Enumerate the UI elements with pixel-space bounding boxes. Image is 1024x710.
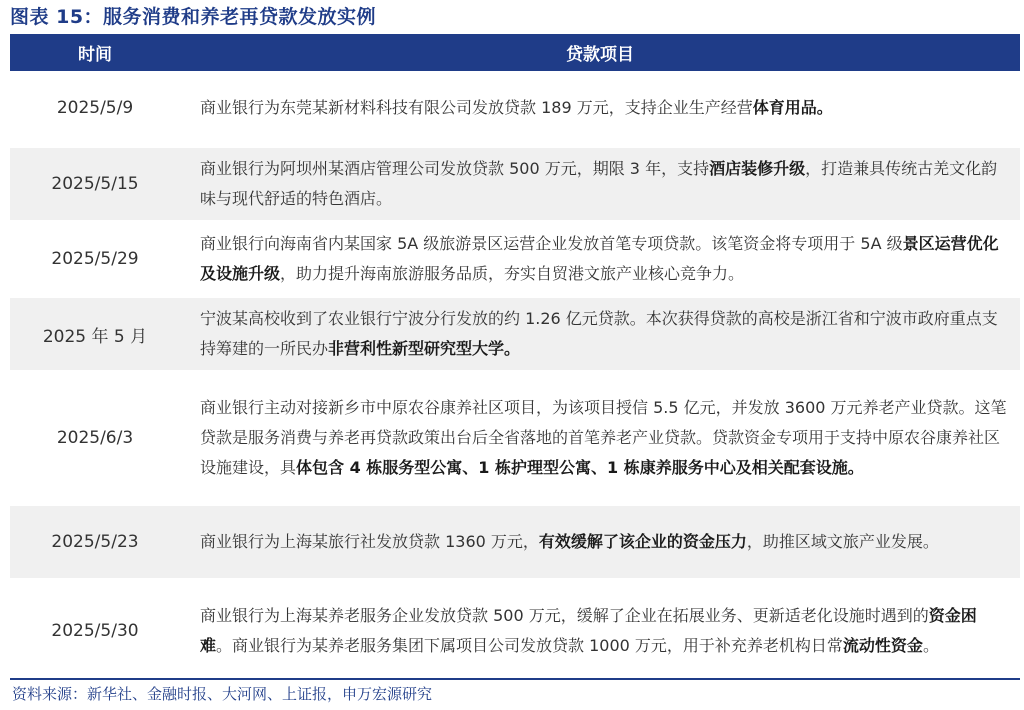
text-segment: 商业银行为东莞某新材料科技有限公司发放贷款 189 万元，支持企业生产经营 <box>200 98 753 117</box>
row-text <box>200 527 939 557</box>
table-row <box>10 506 1020 581</box>
text-segment: 。商业银行为某养老服务集团下属项目公司发放贷款 1000 万元，用于补充养老机构日常 <box>216 636 843 655</box>
text-segment: 商业银行向海南省内某国家 5A 级旅游景区运营企业发放首笔专项贷款。该笔资金将专项用于 5A 级 <box>200 234 903 253</box>
text-segment: ，打造兼具传统古羌文化韵味与现代舒适的特色酒店。 <box>200 159 998 208</box>
highlight-text: 有效缓解了该企业的资金压力 <box>538 532 747 551</box>
table-row <box>10 373 1020 506</box>
bottom-rule <box>10 678 1020 680</box>
row-date: 2025 年 5 月 <box>42 326 148 347</box>
highlight-text: 流动性资金 <box>842 636 923 655</box>
text-segment: 商业银行为上海某旅行社发放贷款 1360 万元， <box>200 532 539 551</box>
highlight-text: 非营利性新型研究型大学。 <box>328 339 521 358</box>
row-date: 2025/6/3 <box>56 428 134 448</box>
row-description <box>180 506 1020 578</box>
table-row <box>10 223 1020 298</box>
table-row <box>10 298 1020 373</box>
row-text <box>200 93 833 123</box>
row-text <box>200 393 1008 483</box>
row-description <box>180 71 1020 145</box>
row-text <box>200 601 1008 661</box>
table-row <box>10 148 1020 223</box>
row-date: 2025/5/30 <box>51 621 139 641</box>
highlight-text: 酒店装修升级 <box>709 159 806 178</box>
table-row <box>10 71 1020 148</box>
highlight-text: 景区运营优化及设施升级 <box>200 234 999 283</box>
figure-title: 图表 15：服务消费和养老再贷款发放实例 <box>10 6 377 28</box>
row-description <box>180 373 1020 503</box>
row-description <box>180 223 1020 295</box>
row-text <box>200 154 1008 214</box>
text-segment: 。 <box>922 636 939 655</box>
source-note: 资料来源：新华社、金融时报、大河网、上证报，申万宏源研究 <box>12 685 433 703</box>
loan-examples-table <box>10 34 1020 684</box>
text-segment: ，助推区域文旅产业发展。 <box>746 532 939 551</box>
row-date: 2025/5/23 <box>51 532 139 552</box>
highlight-text: 体包含 4 栋服务型公寓、1 栋护理型公寓、1 栋康养服务中心及相关配套设施。 <box>296 458 864 477</box>
row-description <box>180 581 1020 681</box>
header-time: 时间 <box>78 45 112 65</box>
row-text <box>200 304 1008 364</box>
text-segment: 商业银行为阿坝州某酒店管理公司发放贷款 500 万元，期限 3 年，支持 <box>200 159 710 178</box>
text-segment: 宁波某高校收到了农业银行宁波分行发放的约 1.26 亿元贷款。本次获得贷款的高校是浙江省和宁波市政府重点支持筹建的一所民办 <box>200 309 998 358</box>
highlight-text: 体育用品。 <box>752 98 833 117</box>
row-date: 2025/5/15 <box>51 174 139 194</box>
text-segment: 商业银行主动对接新乡市中原农谷康养社区项目，为该项目授信 5.5 亿元，并发放 3600 万元养老产业贷款。这笔贷款是服务消费与养老再贷款政策出台后全省落地的首笔养老产业贷款。贷款资金专项用于支持中原农谷康养社区设施建设，具 <box>200 398 1007 477</box>
row-date: 2025/5/29 <box>51 249 139 269</box>
table-row <box>10 581 1020 684</box>
header-loan-project: 贷款项目 <box>566 45 634 65</box>
row-date: 2025/5/9 <box>56 98 134 118</box>
row-description <box>180 298 1020 370</box>
text-segment: 商业银行为上海某养老服务企业发放贷款 500 万元，缓解了企业在拓展业务、更新适老化设施时遇到的 <box>200 606 929 625</box>
highlight-text: 资金困难 <box>200 606 977 655</box>
row-text <box>200 229 1008 289</box>
table-header <box>10 34 1020 71</box>
text-segment: ，助力提升海南旅游服务品质，夯实自贸港文旅产业核心竞争力。 <box>280 264 745 283</box>
row-description <box>180 148 1020 220</box>
